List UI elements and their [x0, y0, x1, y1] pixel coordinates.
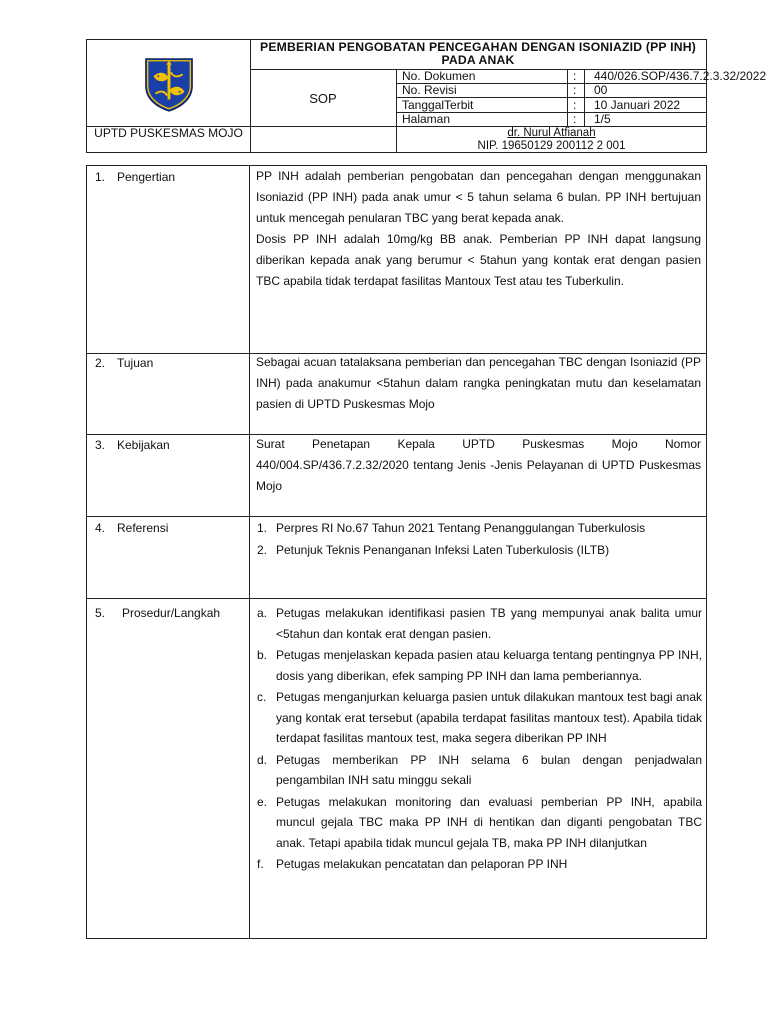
row-divider [87, 516, 706, 517]
list-item [254, 518, 702, 539]
meta-key: Halaman [402, 112, 451, 126]
list-marker: d. [257, 752, 268, 767]
logo-cell [87, 40, 250, 127]
list-marker: c. [257, 690, 267, 704]
meta-colon: : [573, 69, 577, 83]
meta-value: 440/026.SOP/436.7.2.3.32/2022 [594, 69, 767, 83]
sop-label: SOP [309, 90, 337, 106]
meta-key: No. Revisi [402, 83, 457, 97]
list-marker: f. [257, 857, 264, 871]
list-marker: b. [257, 648, 268, 662]
meta-row-document-number [397, 69, 767, 83]
section-label-kebijakan [95, 435, 170, 455]
meta-row-revision [397, 83, 706, 97]
list-marker: a. [257, 606, 268, 620]
reference-list [254, 518, 702, 561]
section-label-pengertian [95, 167, 175, 187]
meta-row-page [397, 112, 706, 126]
signatory-block [397, 127, 706, 153]
list-text: Petugas melakukan monitoring dan evaluasi pemberian PP INH, apabila muncul gejala TBC maka PP INH di hentikan dan diganti pengobatan TBC anak. Tetapi apabila tidak muncul gejala TB, maka PP INH dilanjutkan [276, 794, 702, 850]
section-title: Pengertian [117, 170, 176, 184]
meta-key: No. Dokumen [402, 69, 476, 83]
meta-colon: : [573, 112, 577, 126]
list-text: Petugas menganjurkan keluarga pasien untuk dilakukan mantoux test bagi anak yang kontak erat tersebut (apabila terdapat fasilitas mantoux test). Apabila tidak terdapat fasilitas mantoux test, maka segera diberikan PP INH [276, 690, 702, 745]
row-divider [87, 598, 706, 599]
section-number: 1. [95, 170, 106, 184]
section-title: Tujuan [117, 356, 154, 370]
signatory-name: dr. Nurul Atfianah [507, 127, 596, 139]
section-number: 3. [95, 438, 106, 452]
section-content-pengertian [256, 166, 701, 292]
column-divider [249, 166, 250, 938]
signatory-nip: NIP. 19650129 200112 2 001 [477, 140, 626, 152]
list-item [254, 603, 702, 644]
section-label-tujuan [95, 353, 153, 373]
section-content-kebijakan [256, 434, 701, 497]
list-text: Petugas melakukan identifikasi pasien TB yang mempunyai anak balita umur <5tahun dan kontak erat dengan pasien. [276, 606, 702, 641]
list-text: Petugas melakukan pencatatan dan pelaporan PP INH [276, 857, 568, 871]
list-text: Petugas menjelaskan kepada pasien atau keluarga tentang pentingnya PP INH, dosis yang diberikan, efek samping PP INH dan lama pemberiannya. [276, 648, 702, 683]
list-item [254, 645, 702, 686]
section-title: Referensi [117, 521, 169, 535]
procedure-table [86, 165, 707, 939]
paragraph: Surat Penetapan Kepala UPTD Puskesmas Mojo Nomor 440/004.SP/436.7.2.32/2020 tentang Jenis -Jenis Pelayanan di UPTD Puskesmas Mojo [256, 437, 701, 493]
section-label-referensi [95, 518, 168, 538]
meta-colon: : [573, 98, 577, 112]
section-number: 4. [95, 521, 106, 535]
meta-value: 1/5 [594, 112, 611, 126]
list-text: Petunjuk Teknis Penanganan Infeksi Laten Tuberkulosis (ILTB) [276, 542, 610, 557]
meta-row-issue-date [397, 98, 706, 112]
section-title: Prosedur/Langkah [122, 606, 221, 620]
section-title: Kebijakan [117, 438, 170, 452]
list-item [254, 792, 702, 854]
section-number: 2. [95, 356, 106, 370]
meta-value: 10 Januari 2022 [594, 98, 681, 112]
list-marker: e. [257, 794, 268, 809]
section-label-prosedur [95, 603, 220, 623]
list-marker: 2. [257, 542, 268, 557]
procedure-steps-list [254, 603, 702, 876]
list-item [254, 540, 702, 561]
city-emblem-icon [138, 53, 200, 115]
paragraph: PP INH adalah pemberian pengobatan dan pencegahan dengan menggunakan Isoniazid (PP INH) pada anak umur < 5 tahun selama 6 bulan. PP INH bertujuan untuk mencegah penularan TBC yang berat kepada anak. [256, 169, 701, 225]
section-number: 5. [95, 606, 106, 620]
paragraph: Sebagai acuan tatalaksana pemberian dan pencegahan TBC dengan Isoniazid (PP INH) pada anakumur <5tahun dalam rangka peningkatan mutu dan keselamatan pasien di UPTD Puskesmas Mojo [256, 355, 701, 411]
unit-name: UPTD PUSKESMAS MOJO [94, 126, 243, 140]
list-item [254, 687, 702, 749]
paragraph: Dosis PP INH adalah 10mg/kg BB anak. Pemberian PP INH dapat langsung diberikan kepada anak yang berumur < 5tahun yang kontak erat dengan pasien TBC apabila tidak terdapat fasilitas Mantoux Test atau tes Tuberkulin. [256, 232, 701, 288]
list-text: Petugas memberikan PP INH selama 6 bulan dengan penjadwalan pengambilan INH satu minggu sekali [276, 752, 702, 787]
meta-colon: : [573, 83, 577, 97]
document-header-table [86, 39, 767, 153]
list-text: Perpres RI No.67 Tahun 2021 Tentang Penanggulangan Tuberkulosis [276, 521, 646, 535]
list-item [254, 854, 702, 875]
list-item [254, 750, 702, 791]
list-marker: 1. [257, 521, 268, 535]
document-title: PEMBERIAN PENGOBATAN PENCEGAHAN DENGAN ISONIAZID (PP INH) PADA ANAK [260, 40, 696, 67]
meta-key: TanggalTerbit [402, 98, 474, 112]
section-content-tujuan [256, 352, 701, 415]
meta-value: 00 [594, 83, 608, 97]
